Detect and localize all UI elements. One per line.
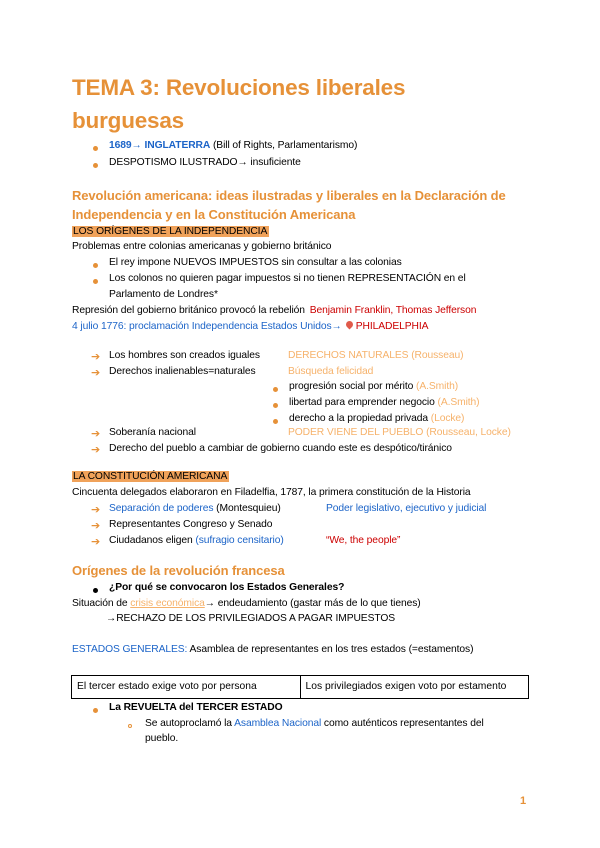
page-title-line2: burguesas bbox=[72, 108, 184, 133]
sub-prefix: Se autoproclamó la bbox=[145, 718, 235, 729]
year: 1689 bbox=[109, 140, 132, 151]
citizens: Ciudadanos eligen bbox=[109, 535, 196, 546]
assembly: Asamblea Nacional bbox=[234, 718, 322, 729]
constitution-intro: Cincuenta delegados elaboraron en Filadelfia, 1787, la primera constitución de la Historia bbox=[72, 487, 471, 498]
suffrage: (sufragio censitario) bbox=[195, 535, 284, 546]
origins-label: LOS ORÍGENES DE LA INDEPENDENCIA bbox=[73, 226, 268, 237]
intro-bullet-2: DESPOTISMO ILUSTRADO→ insuficiente bbox=[109, 157, 301, 168]
estates-label: ESTADOS GENERALES: bbox=[72, 644, 188, 655]
subright-author: (A.Smith) bbox=[416, 381, 459, 392]
section-heading-french: Orígenes de la revolución francesa bbox=[72, 563, 285, 578]
table-cell-privileged: Los privilegiados exigen voto por estamento bbox=[300, 676, 529, 698]
leaders: Benjamin Franklin, Thomas Jefferson bbox=[309, 305, 477, 316]
subright-3 bbox=[289, 413, 464, 424]
sub-bullet-circle bbox=[128, 720, 132, 731]
proclamation-line bbox=[72, 321, 428, 332]
constitution-label: LA CONSTITUCIÓN AMERICANA bbox=[73, 471, 228, 482]
intro-bullet-1 bbox=[109, 140, 357, 151]
situation-prefix: Situación de bbox=[72, 598, 131, 609]
arrow: → bbox=[131, 140, 142, 151]
repression-line bbox=[72, 305, 476, 316]
bullet-dot bbox=[273, 416, 278, 427]
country: INGLATERRA bbox=[144, 140, 211, 151]
section-heading-american-1: Revolución americana: ideas ilustradas y liberales en la Declaración de bbox=[72, 188, 506, 203]
crisis-link[interactable]: crisis económica bbox=[130, 598, 205, 609]
estates-line bbox=[72, 644, 473, 655]
rights-left-2: Derechos inalienables=naturales bbox=[109, 366, 256, 377]
city: PHILADELPHIA bbox=[355, 321, 429, 332]
page-title-line1: TEMA 3: Revoluciones liberales bbox=[72, 75, 406, 100]
representation-bullet-line2: Parlamento de Londres* bbox=[109, 289, 218, 300]
assembly-line2: pueblo. bbox=[145, 733, 179, 744]
bullet-dot bbox=[93, 705, 98, 716]
location-pin-icon bbox=[344, 320, 354, 330]
repression-text: Represión del gobierno británico provocó la rebelión bbox=[72, 305, 305, 316]
estates-table bbox=[71, 675, 529, 699]
subright-2 bbox=[289, 397, 480, 408]
we-the-people: “We, the people” bbox=[326, 535, 401, 546]
situation-line bbox=[72, 598, 421, 609]
representation-bullet-line1: Los colonos no quieren pagar impuestos si no tienen REPRESENTACIÓN en el bbox=[109, 273, 466, 284]
intro-bullet-1-dot bbox=[93, 143, 98, 154]
subright-text: progresión social por mérito bbox=[289, 381, 414, 392]
rejection: →RECHAZO DE LOS PRIVILEGIADOS A PAGAR IMPUESTOS bbox=[106, 613, 396, 624]
powers: Poder legislativo, ejecutivo y judicial bbox=[326, 503, 487, 514]
intro-bullet-2-dot bbox=[93, 160, 98, 171]
bullet-dot bbox=[273, 384, 278, 395]
bullet-dot bbox=[93, 276, 98, 287]
subright-text: libertad para emprender negocio bbox=[289, 397, 435, 408]
assembly-line bbox=[145, 718, 484, 729]
rights-right-2: Búsqueda felicidad bbox=[288, 366, 374, 377]
arrow-icon: ➔ bbox=[91, 367, 101, 379]
rights-left-1: Los hombres son creados iguales bbox=[109, 350, 260, 361]
sovereignty-right: PODER VIENE DEL PUEBLO (Rousseau, Locke) bbox=[288, 427, 511, 438]
subright-text: derecho a la propiedad privada bbox=[289, 413, 428, 424]
rights-right-1: DERECHOS NATURALES (Rousseau) bbox=[288, 350, 464, 361]
arrow-icon: ➔ bbox=[91, 444, 101, 456]
proclamation-text: 4 julio 1776: proclamación Independencia Estados Unidos→ bbox=[72, 321, 342, 332]
estates-text: Asamblea de representantes en los tres estados (=estamentos) bbox=[187, 644, 474, 655]
representatives: Representantes Congreso y Senado bbox=[109, 519, 273, 530]
bullet-dot bbox=[93, 260, 98, 271]
sub-suffix: como auténticos representantes del bbox=[321, 718, 484, 729]
arrow-icon: ➔ bbox=[91, 536, 101, 548]
right-to-change: Derecho del pueblo a cambiar de gobierno cuando este es despótico/tiránico bbox=[109, 443, 452, 454]
taxes-bullet: El rey impone NUEVOS IMPUESTOS sin consultar a las colonias bbox=[109, 257, 402, 268]
question: ¿Por qué se convocaron los Estados Generales? bbox=[109, 582, 345, 593]
intro-rest: (Bill of Rights, Parlamentarismo) bbox=[210, 140, 358, 151]
separation-line bbox=[109, 503, 281, 514]
problems-text: Problemas entre colonias americanas y gobierno británico bbox=[72, 241, 332, 252]
table-cell-third-estate: El tercer estado exige voto por persona bbox=[77, 681, 257, 692]
subright-1 bbox=[289, 381, 458, 392]
arrow-icon: ➔ bbox=[91, 428, 101, 440]
separation: Separación de poderes bbox=[109, 503, 214, 514]
montesquieu: (Montesquieu) bbox=[213, 503, 281, 514]
arrow-icon: ➔ bbox=[91, 520, 101, 532]
bullet-dot bbox=[93, 585, 98, 596]
situation-suffix: → endeudamiento (gastar más de lo que tienes) bbox=[204, 598, 421, 609]
sovereignty-left: Soberanía nacional bbox=[109, 427, 196, 438]
subright-author: (A.Smith) bbox=[437, 397, 480, 408]
bullet-dot bbox=[273, 400, 278, 411]
section-heading-american-2: Independencia y en la Constitución Americana bbox=[72, 207, 356, 222]
arrow-icon: ➔ bbox=[91, 351, 101, 363]
arrow-icon: ➔ bbox=[91, 504, 101, 516]
page-number: 1 bbox=[520, 795, 527, 807]
revolt: La REVUELTA del TERCER ESTADO bbox=[109, 702, 283, 713]
citizens-line bbox=[109, 535, 284, 546]
subright-author: (Locke) bbox=[430, 413, 465, 424]
